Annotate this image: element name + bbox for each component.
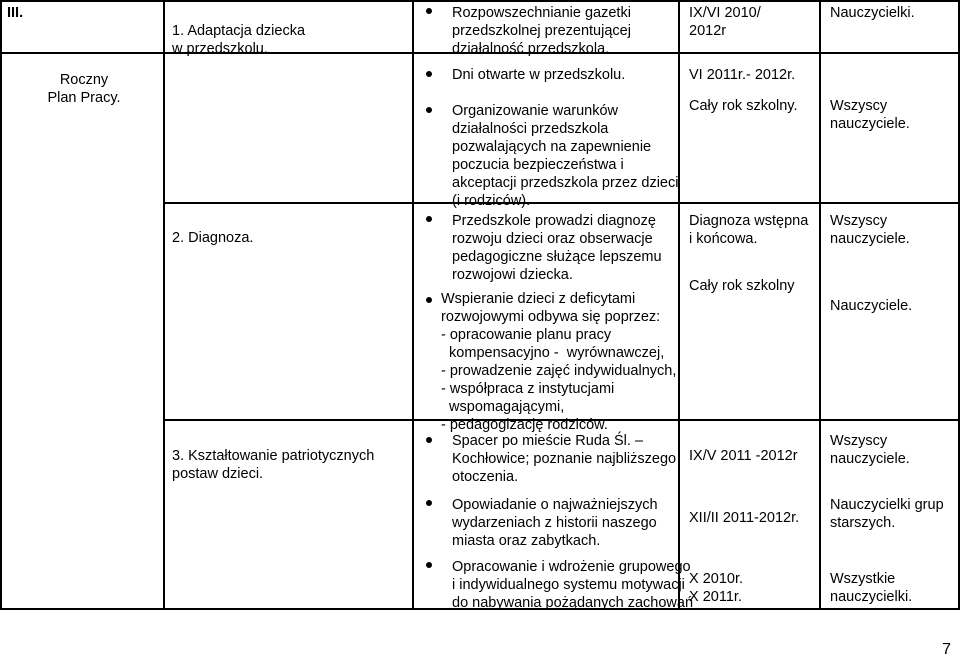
responsible-cell: Nauczyciele. bbox=[830, 298, 913, 314]
activity-text: Opracowanie i wdrożenie grupowego i indywidualnego systemu motywacji do nabywania pożądanych zachowań bbox=[452, 559, 694, 611]
topic-cell: 2. Diagnoza. bbox=[172, 230, 254, 246]
activity-text: Organizowanie warunków działalności przedszkola pozwalających na zapewnienie poczucia bezpieczeństwa i akceptacji przedszkola przez dzieci (i rodziców). bbox=[452, 103, 679, 209]
activity-text: Opowiadanie o najważniejszych wydarzeniach z historii naszego miasta oraz zabytkach. bbox=[452, 497, 658, 549]
term-cell: Cały rok szkolny bbox=[689, 278, 795, 294]
table-border-top bbox=[0, 0, 960, 2]
activity-text: Przedszkole prowadzi diagnozę rozwoju dzieci oraz obserwacje pedagogiczne służące lepszemu rozwojowi dziecka. bbox=[452, 213, 662, 283]
bullet-icon bbox=[426, 107, 432, 113]
term-cell: Cały rok szkolny. bbox=[689, 98, 798, 114]
column-divider bbox=[412, 0, 414, 609]
bullet-icon bbox=[426, 71, 432, 77]
table-border-left bbox=[0, 0, 2, 609]
bullet-icon bbox=[426, 8, 432, 14]
page-number: 7 bbox=[942, 641, 951, 658]
column-divider bbox=[678, 0, 680, 609]
responsible-cell: Wszyscy nauczyciele. bbox=[830, 98, 910, 132]
term-cell: IX/V 2011 -2012r bbox=[689, 448, 798, 464]
column-divider bbox=[163, 0, 165, 609]
bullet-icon bbox=[426, 437, 432, 443]
term-cell: VI 2011r.- 2012r. bbox=[689, 67, 796, 83]
activity-text: Rozpowszechnianie gazetki przedszkolnej prezentującej działalność przedszkola. bbox=[452, 5, 631, 57]
responsible-cell: Nauczycielki. bbox=[830, 5, 915, 21]
term-cell: X 2010r. X 2011r. bbox=[689, 571, 744, 605]
topic-cell: 1. Adaptacja dziecka w przedszkolu. bbox=[172, 23, 306, 57]
term-cell: IX/VI 2010/ 2012r bbox=[689, 5, 761, 39]
section-number: III. bbox=[7, 5, 24, 21]
bullet-icon bbox=[426, 297, 432, 303]
bullet-icon bbox=[426, 562, 432, 568]
activity-text: Spacer po mieście Ruda Śl. – Kochłowice; poznanie najbliższego otoczenia. bbox=[452, 433, 677, 485]
responsible-cell: Wszyscy nauczyciele. bbox=[830, 213, 910, 247]
activity-text: Wspieranie dzieci z deficytami rozwojowymi odbywa się poprzez: - opracowanie planu pracy kompensacyjno - wyrównawczej, - prowadzenie zajęć indywidualnych, - współpraca z instytucjami wspomagającymi, - pedagogizację rodziców. bbox=[441, 291, 677, 433]
table-border-right bbox=[958, 0, 960, 609]
column-divider bbox=[819, 0, 821, 609]
responsible-cell: Wszystkie nauczycielki. bbox=[830, 571, 913, 605]
term-cell: Diagnoza wstępna i końcowa. bbox=[689, 213, 809, 247]
bullet-icon bbox=[426, 500, 432, 506]
section-title: Roczny Plan Pracy. bbox=[47, 72, 121, 106]
topic-cell: 3. Kształtowanie patriotycznych postaw dzieci. bbox=[172, 448, 375, 482]
term-cell: XII/II 2011-2012r. bbox=[689, 510, 800, 526]
responsible-cell: Wszyscy nauczyciele. bbox=[830, 433, 910, 467]
responsible-cell: Nauczycielki grup starszych. bbox=[830, 497, 944, 531]
activity-text: Dni otwarte w przedszkolu. bbox=[452, 67, 626, 83]
bullet-icon bbox=[426, 216, 432, 222]
